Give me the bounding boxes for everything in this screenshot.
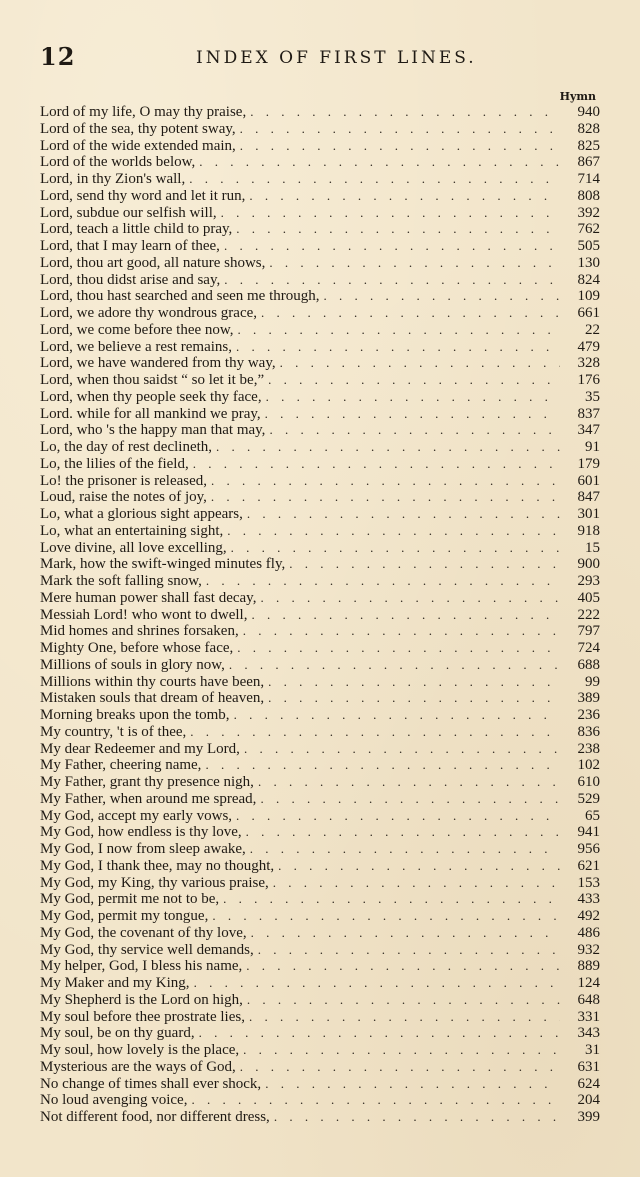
hymn-number: 918 (577, 522, 600, 539)
dot-leader (260, 590, 560, 607)
first-line-text: My God, thy service well demands, (40, 941, 254, 958)
hymn-number: 941 (577, 824, 600, 841)
dot-leader (265, 406, 560, 423)
index-entry (40, 540, 600, 557)
hymn-number: 808 (577, 187, 600, 204)
index-entry (40, 389, 600, 406)
index-entry (40, 372, 600, 389)
page-number: 12 (40, 42, 76, 71)
hymn-number: 347 (577, 422, 600, 439)
hymn-number: 405 (577, 589, 600, 606)
first-line-text: My dear Redeemer and my Lord, (40, 740, 240, 757)
dot-leader (249, 188, 560, 205)
dot-leader (234, 707, 560, 724)
first-line-text: Lord, who 's the happy man that may, (40, 422, 266, 439)
first-line-text: Mistaken souls that dream of heaven, (40, 690, 265, 707)
hymn-number: 601 (577, 472, 600, 489)
index-entry (40, 657, 600, 674)
hymn-number: 179 (577, 455, 600, 472)
first-line-text: Lo! the prisoner is released, (40, 472, 208, 489)
hymn-number: 688 (577, 656, 600, 673)
first-line-text: Lord, teach a little child to pray, (40, 221, 233, 238)
index-entry (40, 238, 600, 255)
first-line-text: Lord, subdue our selfish will, (40, 204, 217, 221)
dot-leader (236, 221, 560, 238)
dot-leader (268, 372, 560, 389)
hymn-number: 331 (577, 1008, 600, 1025)
hymn-number: 102 (577, 757, 600, 774)
dot-leader (189, 171, 560, 188)
index-entry (40, 1109, 600, 1126)
index-entry (40, 556, 600, 573)
first-line-text: Morning breaks upon the tomb, (40, 707, 230, 723)
first-line-text: My helper, God, I bless his name, (40, 958, 243, 975)
dot-leader (240, 1059, 560, 1076)
first-line-text: Lord, thou art good, all nature shows, (40, 254, 266, 271)
first-line-text: My God, the covenant of thy love, (40, 924, 247, 941)
hymn-number: 610 (577, 774, 600, 790)
first-line-text: My Maker and my King, (40, 975, 190, 991)
dot-leader (221, 205, 560, 222)
dot-leader (191, 1092, 560, 1109)
hymn-number: 343 (577, 1025, 600, 1042)
dot-leader (258, 774, 560, 791)
dot-leader (251, 925, 560, 942)
index-entry (40, 875, 600, 892)
hymn-number: 293 (577, 573, 600, 589)
dot-leader (224, 238, 560, 255)
hymn-number: 204 (577, 1092, 600, 1109)
index-entry (40, 188, 600, 205)
hymn-number: 124 (577, 975, 600, 991)
index-entry (40, 1009, 600, 1026)
dot-leader (190, 724, 560, 741)
dot-leader (247, 506, 560, 523)
hymn-number: 900 (577, 556, 600, 573)
first-line-text: My soul, be on thy guard, (40, 1025, 195, 1042)
index-entry (40, 322, 600, 339)
first-line-text: My God, how endless is thy love, (40, 824, 242, 841)
dot-leader (238, 322, 560, 339)
index-entry (40, 958, 600, 975)
hymn-column-label: Hymn (559, 90, 596, 103)
hymn-number: 35 (585, 388, 600, 405)
dot-leader (244, 741, 560, 758)
index-entry (40, 221, 600, 238)
index-entry (40, 925, 600, 942)
hymn-number: 433 (577, 891, 600, 908)
hymn-number: 932 (577, 941, 600, 958)
first-line-text: My soul, how lovely is the place, (40, 1042, 240, 1058)
first-line-text: Lo, the day of rest declineth, (40, 439, 213, 455)
index-entry (40, 1092, 600, 1109)
hymn-number: 825 (577, 137, 600, 154)
first-line-text: Millions within thy courts have been, (40, 673, 265, 690)
dot-leader (258, 942, 560, 959)
hymn-number: 130 (577, 254, 600, 271)
index-entry (40, 104, 600, 121)
index-entry (40, 690, 600, 707)
dot-leader (199, 154, 560, 171)
dot-leader (199, 1025, 560, 1042)
dot-leader (251, 607, 560, 624)
first-line-text: Lord, that I may learn of thee, (40, 238, 220, 254)
index-entry (40, 272, 600, 289)
index-entry (40, 674, 600, 691)
hymn-number: 621 (577, 857, 600, 874)
dot-leader (250, 841, 560, 858)
hymn-number: 492 (577, 908, 600, 924)
dot-leader (269, 255, 560, 272)
first-line-text: Mid homes and shrines forsaken, (40, 623, 239, 640)
index-entry (40, 205, 600, 222)
hymn-number: 836 (577, 723, 600, 740)
first-line-text: No change of times shall ever shock, (40, 1075, 262, 1092)
hymn-number: 867 (577, 154, 600, 171)
first-line-text: Mark the soft falling snow, (40, 573, 202, 589)
hymn-number: 724 (577, 640, 600, 656)
hymn-number: 762 (577, 221, 600, 238)
dot-leader (193, 456, 560, 473)
dot-leader (216, 439, 560, 456)
hymn-number: 22 (585, 321, 600, 338)
hymn-number: 65 (585, 807, 600, 824)
dot-leader (265, 1076, 560, 1093)
hymn-number: 648 (577, 991, 600, 1008)
index-entry (40, 573, 600, 590)
first-lines-index (40, 104, 600, 1126)
hymn-number: 392 (577, 204, 600, 221)
first-line-text: Lord of my life, O may thy praise, (40, 104, 247, 120)
hymn-number: 529 (577, 790, 600, 807)
hymn-number: 328 (577, 355, 600, 372)
index-entry (40, 1076, 600, 1093)
hymn-number: 301 (577, 506, 600, 522)
index-entry (40, 456, 600, 473)
first-line-text: Lord, we have wandered from thy way, (40, 355, 276, 372)
dot-leader (266, 389, 560, 406)
index-entry (40, 506, 600, 523)
hymn-number: 31 (585, 1042, 600, 1058)
index-entry (40, 992, 600, 1009)
hymn-number: 176 (577, 372, 600, 388)
first-line-text: Millions of souls in glory now, (40, 656, 225, 673)
hymn-number: 714 (577, 171, 600, 187)
dot-leader (260, 791, 560, 808)
first-line-text: My God, permit me not to be, (40, 891, 220, 908)
hymn-number: 889 (577, 958, 600, 975)
dot-leader (240, 121, 560, 138)
dot-leader (247, 992, 560, 1009)
dot-leader (273, 875, 560, 892)
hymn-number: 399 (577, 1109, 600, 1125)
index-entry (40, 623, 600, 640)
hymn-number: 109 (577, 288, 600, 305)
first-line-text: Lord of the wide extended main, (40, 137, 236, 154)
hymn-number: 15 (585, 539, 600, 556)
hymn-number: 486 (577, 924, 600, 941)
dot-leader (289, 556, 560, 573)
index-entry (40, 288, 600, 305)
first-line-text: Lord, we believe a rest remains, (40, 338, 233, 355)
index-entry (40, 791, 600, 808)
hymn-number: 222 (577, 606, 600, 623)
first-line-text: Mighty One, before whose face, (40, 640, 234, 656)
index-entry (40, 707, 600, 724)
index-entry (40, 975, 600, 992)
first-line-text: Lord, thou didst arise and say, (40, 271, 221, 288)
hymn-number: 91 (585, 439, 600, 455)
dot-leader (206, 573, 560, 590)
hymn-number: 153 (577, 874, 600, 891)
dot-leader (211, 489, 560, 506)
index-entry (40, 774, 600, 791)
first-line-text: Lord. while for all mankind we pray, (40, 405, 261, 422)
first-line-text: Mysterious are the ways of God, (40, 1058, 236, 1075)
index-entry (40, 908, 600, 925)
first-line-text: Lord, we adore thy wondrous grace, (40, 305, 258, 321)
dot-leader (205, 757, 560, 774)
dot-leader (229, 657, 560, 674)
hymn-number: 824 (577, 271, 600, 288)
hymn-number: 837 (577, 405, 600, 422)
dot-leader (261, 305, 560, 322)
index-entry (40, 339, 600, 356)
first-line-text: Love divine, all love excelling, (40, 539, 227, 556)
dot-leader (268, 690, 560, 707)
hymn-number: 389 (577, 690, 600, 707)
first-line-text: Lord, when thou saidst “ so let it be,” (40, 372, 265, 388)
hymn-number: 661 (577, 305, 600, 321)
first-line-text: My Father, grant thy presence nigh, (40, 774, 254, 790)
first-line-text: Lord of the sea, thy potent sway, (40, 120, 236, 137)
index-entry (40, 741, 600, 758)
first-line-text: Lo, what an entertaining sight, (40, 522, 224, 539)
dot-leader (231, 540, 560, 557)
dot-leader (269, 422, 560, 439)
index-entry (40, 824, 600, 841)
first-line-text: Not different food, nor different dress, (40, 1109, 270, 1125)
dot-leader (249, 1009, 560, 1026)
first-line-text: My God, accept my early vows, (40, 807, 233, 824)
dot-leader (268, 674, 560, 691)
dot-leader (274, 1109, 560, 1126)
index-entry (40, 422, 600, 439)
dot-leader (243, 623, 560, 640)
index-entry (40, 757, 600, 774)
dot-leader (223, 891, 560, 908)
index-entry (40, 305, 600, 322)
dot-leader (240, 138, 560, 155)
index-entry (40, 121, 600, 138)
hymn-number: 956 (577, 841, 600, 857)
first-line-text: My God, permit my tongue, (40, 908, 209, 924)
dot-leader (278, 858, 560, 875)
index-entry (40, 355, 600, 372)
index-entry (40, 406, 600, 423)
dot-leader (246, 824, 560, 841)
dot-leader (236, 808, 560, 825)
dot-leader (194, 975, 560, 992)
dot-leader (224, 272, 560, 289)
hymn-number: 505 (577, 238, 600, 254)
hymn-number: 479 (577, 338, 600, 355)
first-line-text: My soul before thee prostrate lies, (40, 1008, 245, 1025)
index-entry (40, 607, 600, 624)
hymn-number: 99 (585, 673, 600, 690)
dot-leader (236, 339, 560, 356)
first-line-text: Loud, raise the notes of joy, (40, 489, 207, 506)
index-entry (40, 590, 600, 607)
first-line-text: Mark, how the swift-winged minutes fly, (40, 556, 286, 573)
first-line-text: Lord, when thy people seek thy face, (40, 388, 262, 405)
index-entry (40, 523, 600, 540)
index-entry (40, 439, 600, 456)
hymn-number: 624 (577, 1075, 600, 1092)
first-line-text: Lo, the lilies of the field, (40, 455, 189, 472)
index-entry (40, 841, 600, 858)
dot-leader (237, 640, 560, 657)
index-entry (40, 808, 600, 825)
dot-leader (212, 908, 560, 925)
first-line-text: Mere human power shall fast decay, (40, 589, 257, 606)
index-entry (40, 640, 600, 657)
first-line-text: Lo, what a glorious sight appears, (40, 506, 243, 522)
dot-leader (250, 104, 560, 121)
first-line-text: My God, I now from sleep awake, (40, 841, 246, 857)
index-entry (40, 1042, 600, 1059)
first-line-text: Lord, send thy word and let it run, (40, 187, 246, 204)
first-line-text: Lord, in thy Zion's wall, (40, 171, 186, 187)
index-entry (40, 473, 600, 490)
index-entry (40, 942, 600, 959)
first-line-text: My God, I thank thee, may no thought, (40, 857, 275, 874)
index-entry (40, 891, 600, 908)
dot-leader (227, 523, 560, 540)
index-entry (40, 138, 600, 155)
running-head: INDEX OF FIRST LINES. (196, 48, 477, 68)
index-entry (40, 489, 600, 506)
first-line-text: My Shepherd is the Lord on high, (40, 991, 243, 1008)
first-line-text: Lord of the worlds below, (40, 154, 196, 171)
index-entry (40, 255, 600, 272)
index-entry (40, 154, 600, 171)
hymn-number: 631 (577, 1058, 600, 1075)
hymn-number: 940 (577, 104, 600, 120)
index-entry (40, 724, 600, 741)
index-entry (40, 171, 600, 188)
index-entry (40, 1059, 600, 1076)
first-line-text: My Father, when around me spread, (40, 790, 257, 807)
hymn-number: 238 (577, 740, 600, 757)
first-line-text: Lord, thou hast searched and seen me through, (40, 288, 320, 305)
hymn-number: 236 (577, 707, 600, 723)
first-line-text: My Father, cheering name, (40, 757, 202, 774)
dot-leader (280, 355, 560, 372)
first-line-text: Messiah Lord! who wont to dwell, (40, 606, 248, 623)
first-line-text: Lord, we come before thee now, (40, 321, 234, 338)
index-entry (40, 858, 600, 875)
index-entry (40, 1025, 600, 1042)
dot-leader (246, 958, 560, 975)
hymn-number: 797 (577, 623, 600, 640)
dot-leader (211, 473, 560, 490)
first-line-text: No loud avenging voice, (40, 1092, 188, 1109)
dot-leader (243, 1042, 560, 1059)
first-line-text: My God, my King, thy various praise, (40, 874, 269, 891)
hymn-number: 828 (577, 120, 600, 137)
dot-leader (324, 288, 561, 305)
hymn-number: 847 (577, 489, 600, 506)
first-line-text: My country, 't is of thee, (40, 723, 187, 740)
